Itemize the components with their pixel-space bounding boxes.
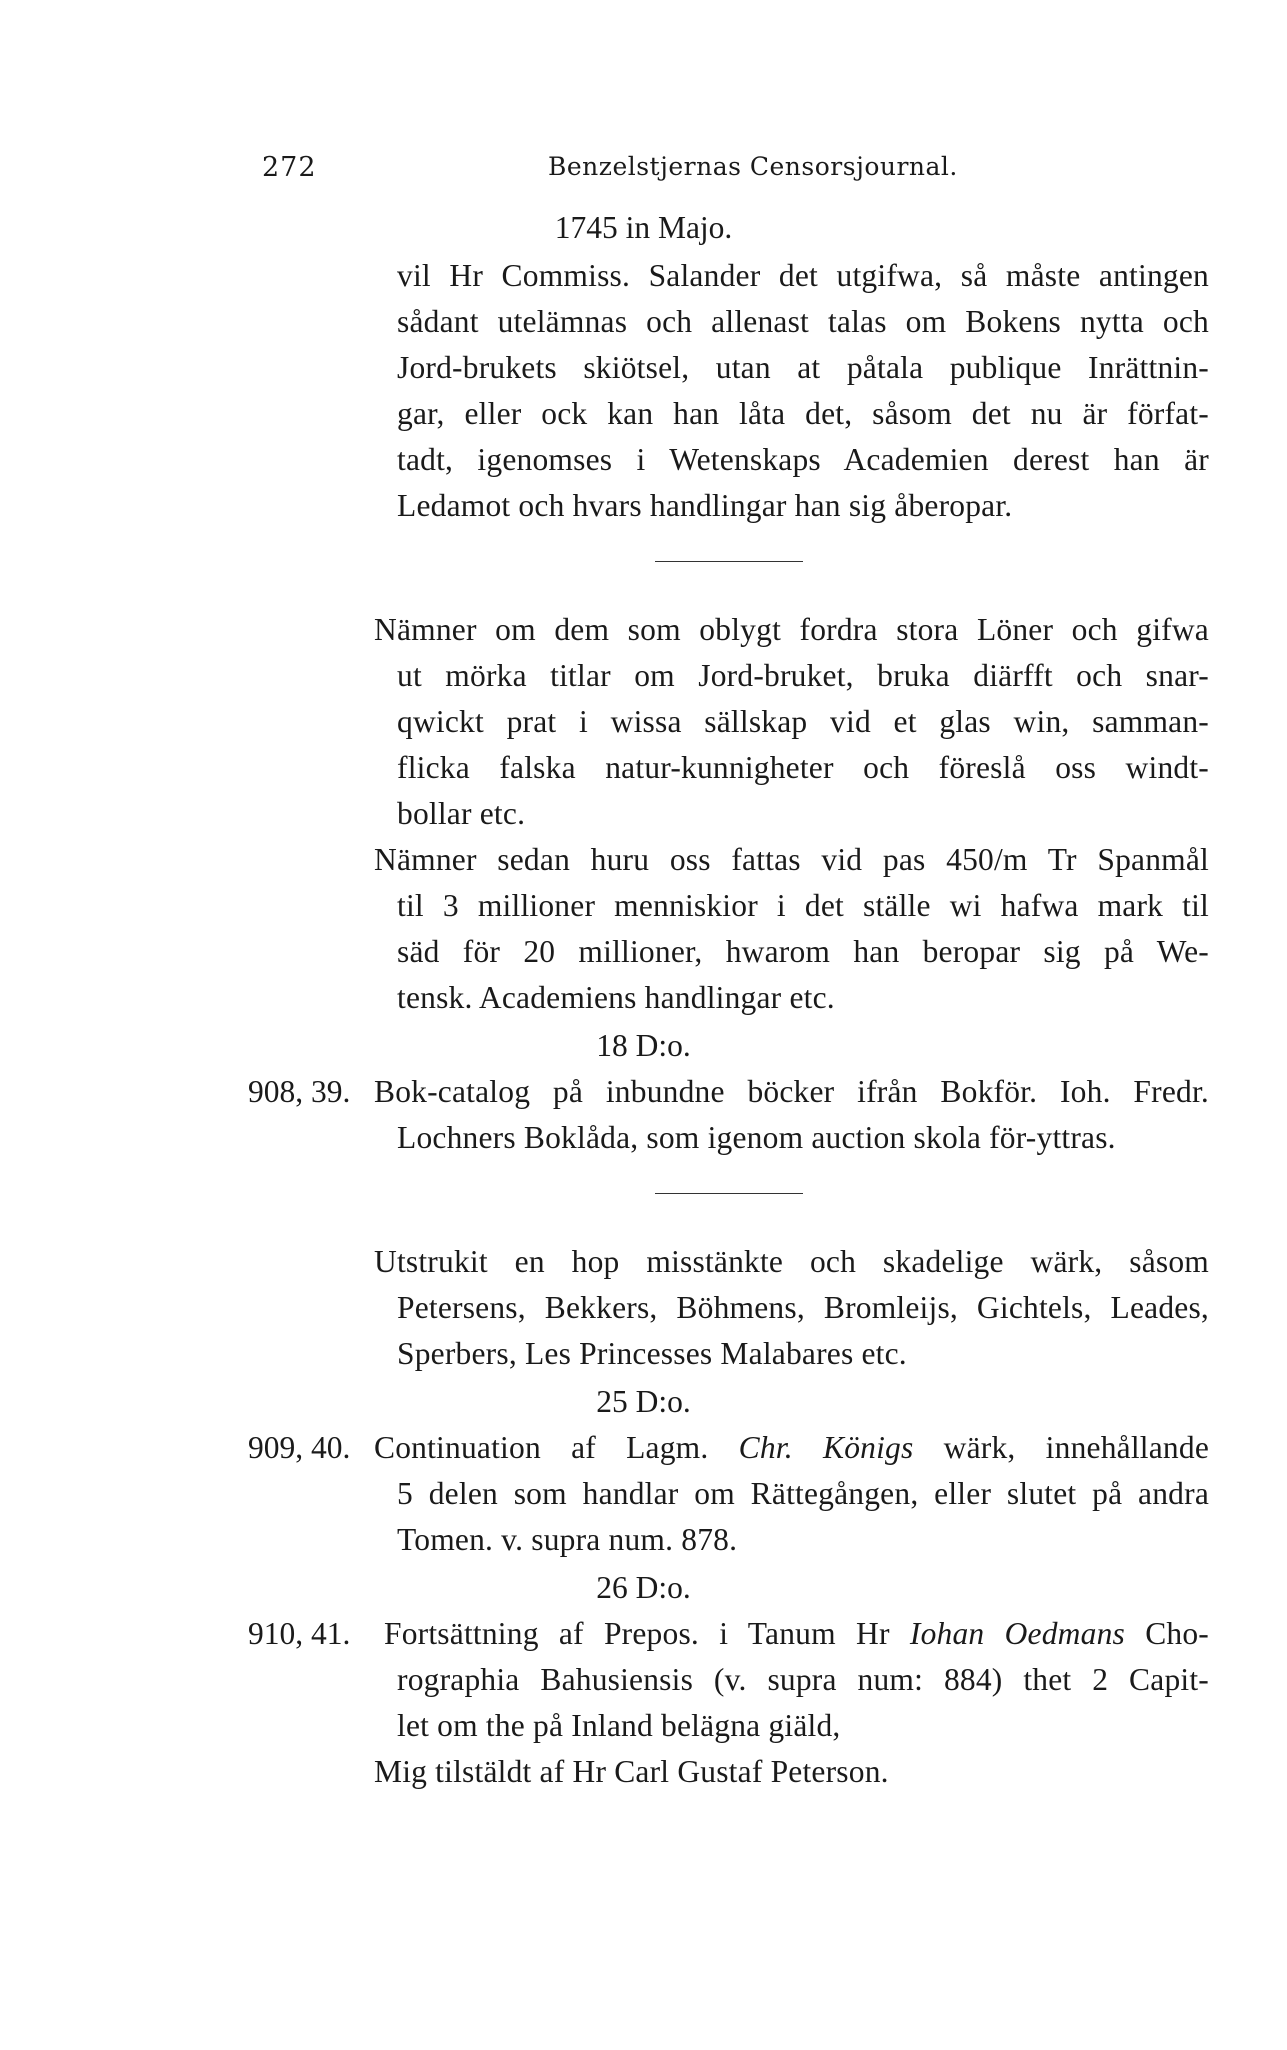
date-heading: 26 D:o. xyxy=(596,1570,691,1605)
text-line: Nämner om dem som oblygt fordra stora Löner och gifwa xyxy=(374,612,1209,647)
text-line: let om the på Inland belägna giäld, xyxy=(397,1708,841,1743)
text-line: 5 delen som handlar om Rättegången, eller slutet på andra xyxy=(397,1476,1209,1511)
text-run: Fortsättning af Prepos. i Tanum Hr xyxy=(384,1616,910,1651)
text-run: Continuation af Lagm. xyxy=(374,1430,739,1465)
text-line: tensk. Academiens handlingar etc. xyxy=(397,980,835,1015)
text-line: Nämner sedan huru oss fattas vid pas 450/m Tr Spanmål xyxy=(374,842,1209,877)
text-line: gar, eller ock kan han låta det, såsom det nu är förfat- xyxy=(397,396,1209,431)
text-line: tadt, igenomses i Wetenskaps Academien derest han är xyxy=(397,442,1209,477)
text-line: Utstrukit en hop misstänkte och skadelige wärk, såsom xyxy=(374,1244,1209,1279)
entry-number: 909, 40. xyxy=(248,1430,351,1465)
text-line: rographia Bahusiensis (v. supra num: 884) thet 2 Capit- xyxy=(397,1662,1209,1697)
section-divider xyxy=(655,561,803,562)
date-heading: 18 D:o. xyxy=(596,1028,691,1063)
text-line: Jord-brukets skiötsel, utan at påtala publique Inrättnin- xyxy=(397,350,1209,385)
text-run: wärk, innehållande xyxy=(913,1430,1209,1465)
running-title: Benzelstjernas Censorsjournal. xyxy=(548,152,958,181)
date-heading: 1745 in Majo. xyxy=(554,210,733,245)
text-line: til 3 millioner menniskior i det ställe wi hafwa mark til xyxy=(397,888,1209,923)
text-line: säd för 20 millioner, hwarom han beropar sig på We- xyxy=(397,934,1209,969)
text-line xyxy=(374,1430,1209,1466)
text-line: sådant utelämnas och allenast talas om Bokens nytta och xyxy=(397,304,1209,339)
text-line: Lochners Boklåda, som igenom auction skola för-yttras. xyxy=(397,1120,1116,1155)
text-line: Petersens, Bekkers, Böhmens, Bromleijs, Gichtels, Leades, xyxy=(397,1290,1209,1325)
text-line: bollar etc. xyxy=(397,796,526,831)
closing-line: Mig tilstäldt af Hr Carl Gustaf Peterson. xyxy=(374,1754,889,1789)
date-heading: 25 D:o. xyxy=(596,1384,691,1419)
text-line: vil Hr Commiss. Salander det utgifwa, så måste antingen xyxy=(397,258,1209,293)
text-line: Tomen. v. supra num. 878. xyxy=(397,1522,738,1557)
page-number: 272 xyxy=(262,152,317,183)
text-line xyxy=(384,1616,1209,1652)
text-line: ut mörka titlar om Jord-bruket, bruka diärfft och snar- xyxy=(397,658,1209,693)
text-line: Sperbers, Les Princesses Malabares etc. xyxy=(397,1336,907,1371)
text-line: qwickt prat i wissa sällskap vid et glas win, samman- xyxy=(397,704,1209,739)
section-divider xyxy=(655,1193,803,1194)
entry-number: 910, 41. xyxy=(248,1616,351,1651)
text-line: Bok-catalog på inbundne böcker ifrån Bokför. Ioh. Fredr. xyxy=(374,1074,1209,1109)
text-run: Cho- xyxy=(1124,1616,1209,1651)
italic-name: Chr. xyxy=(738,1430,793,1465)
entry-number: 908, 39. xyxy=(248,1074,351,1109)
page-header xyxy=(0,152,1287,192)
italic-name: Königs xyxy=(823,1430,914,1465)
text-run xyxy=(793,1430,823,1465)
text-line: Ledamot och hvars handlingar han sig åberopar. xyxy=(397,488,1013,523)
italic-name: Iohan Oedmans xyxy=(909,1616,1125,1651)
text-line: flicka falska natur-kunnigheter och föreslå oss windt- xyxy=(397,750,1209,785)
